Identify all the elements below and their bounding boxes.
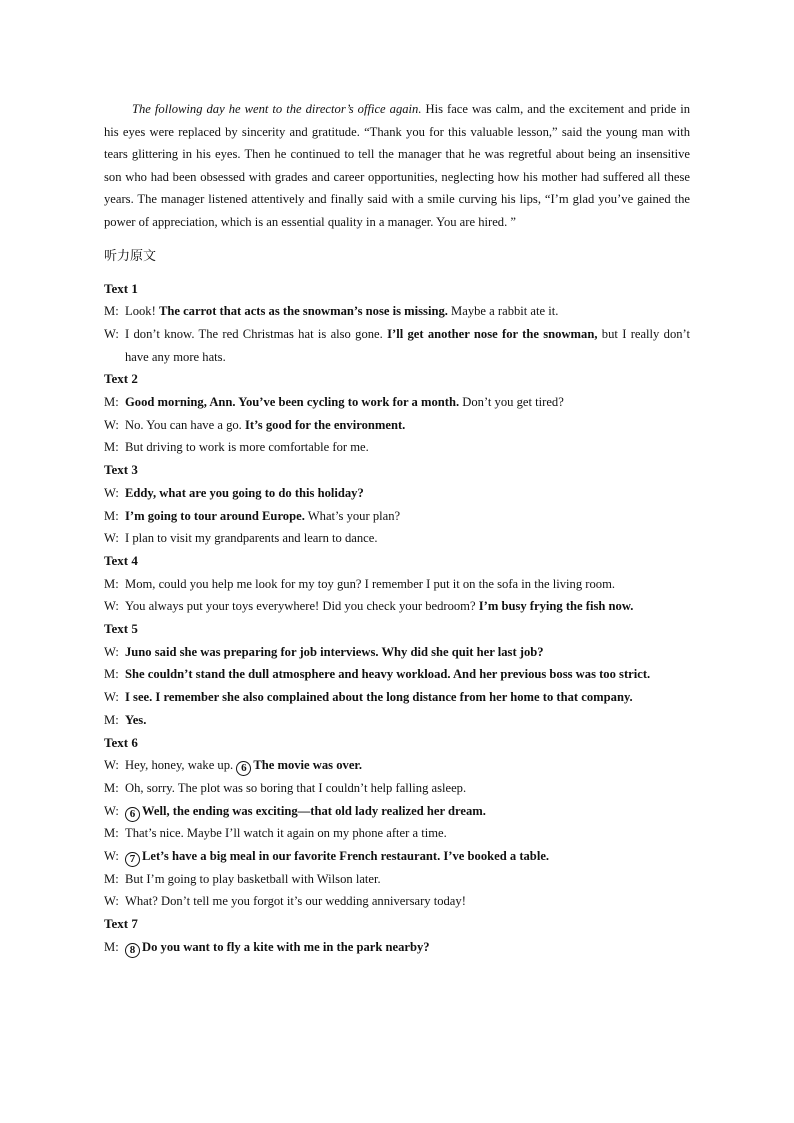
dialogue-line [104,936,690,959]
text-heading: Text 4 [104,552,138,568]
speaker-label: M: [104,939,119,954]
text-heading: Text 5 [104,621,138,637]
dialogue-line [104,595,690,618]
line-text: Mom, could you help me look for my toy gun? I remember I put it on the sofa in the living room. [125,576,616,591]
line-text: I don’t know. The red Christmas hat is also gone. [125,326,388,341]
speaker-label: W: [104,690,119,705]
dialogue-line [104,505,690,528]
line-text: Don’t you get tired? [459,395,564,410]
text-heading: Text 6 [104,734,138,750]
dialogue-line [104,777,690,800]
dialogue-line [104,890,690,913]
dialogue-line [104,845,690,868]
document-page [104,98,690,959]
line-text: Maybe a rabbit ate it. [447,304,559,319]
dialogue-line [104,754,690,777]
bold-text: Yes. [125,712,147,727]
line-text: But I’m going to play basketball with Wilson later. [125,871,381,886]
transcript [104,278,690,959]
speaker-label: M: [104,826,119,841]
line-text: Oh, sorry. The plot was so boring that I couldn’t help falling asleep. [125,780,467,795]
bold-text: I’m going to tour around Europe. [125,508,305,523]
bold-text: Well, the ending was exciting—that old lady realized her dream. [142,803,486,818]
line-text: What? Don’t tell me you forgot it’s our wedding anniversary today! [125,894,466,909]
bold-text: The carrot that acts as the snowman’s nose is missing. [158,304,448,319]
circled-number: 7 [125,852,140,867]
bold-text: I’m busy frying the fish now. [478,599,634,614]
section-title: 听力原文 [104,248,157,264]
dialogue-line [104,323,690,368]
line-text: What’s your plan? [304,508,401,523]
speaker-label: W: [104,531,119,546]
dialogue-line [104,800,690,823]
speaker-label: M: [104,712,119,727]
story-italic-lead: The following day he went to the director’s office again. [132,102,422,116]
speaker-label: W: [104,803,119,818]
speaker-label: M: [104,871,119,886]
bold-text: Good morning, Ann. You’ve been cycling to work for a month. [125,395,460,410]
speaker-label: W: [104,599,119,614]
speaker-label: W: [104,758,119,773]
speaker-label: W: [104,326,119,341]
speaker-label: M: [104,395,119,410]
dialogue-line [104,436,690,459]
dialogue-line [104,300,690,323]
line-text: But driving to work is more comfortable for me. [125,440,369,455]
text-heading: Text 2 [104,371,138,387]
story-text: His face was calm, and the excitement and pride in his eyes were replaced by sincerity and gratitude. “Thank you for this valuable lesson,” said the young man with tears glittering in his eyes. Then he continued to tell the manager that he was regretful about being an insensitive son who had been obsessed with grades and career opportunities, neglecting how his mother had suffered all these years. The manager listened attentively and finally said with a smile curving his lips, “I’m glad you’ve gained the power of appreciation, which is an essential quality in a manager. You are hired. ” [104,102,690,229]
line-text: Hey, honey, wake up. [125,758,237,773]
story-paragraph [104,98,690,234]
dialogue-line [104,822,690,845]
bold-text: Eddy, what are you going to do this holiday? [125,485,364,500]
speaker-label: W: [104,894,119,909]
speaker-label: W: [104,644,119,659]
speaker-label: M: [104,576,119,591]
circled-number: 8 [125,943,140,958]
dialogue-line [104,709,690,732]
circled-number: 6 [125,807,140,822]
bold-text: She couldn’t stand the dull atmosphere and heavy workload. And her previous boss was too strict. [125,667,651,682]
dialogue-line [104,573,690,596]
dialogue-line [104,482,690,505]
speaker-label: W: [104,849,119,864]
bold-text: Juno said she was preparing for job interviews. Why did she quit her last job? [125,644,544,659]
speaker-label: M: [104,508,119,523]
text-heading: Text 3 [104,462,138,478]
speaker-label: M: [104,304,119,319]
dialogue-line [104,391,690,414]
dialogue-line [104,868,690,891]
circled-number: 6 [236,761,251,776]
bold-text: Do you want to fly a kite with me in the park nearby? [142,939,430,954]
text-heading: Text 7 [104,916,138,932]
bold-text: I’ll get another nose for the snowman, [387,326,598,341]
line-text: You always put your toys everywhere! Did you check your bedroom? [125,599,479,614]
bold-text: Let’s have a big meal in our favorite French restaurant. I’ve booked a table. [142,849,550,864]
dialogue-line [104,527,690,550]
bold-text: It’s good for the environment. [244,417,406,432]
speaker-label: W: [104,485,119,500]
line-text: but I really don’t have any more hats. [125,326,691,364]
bold-text: The movie was over. [253,758,362,773]
speaker-label: M: [104,667,119,682]
line-text: I plan to visit my grandparents and learn to dance. [125,531,378,546]
dialogue-line [104,686,690,709]
dialogue-line [104,641,690,664]
speaker-label: M: [104,780,119,795]
speaker-label: W: [104,417,119,432]
line-text: No. You can have a go. [125,417,245,432]
line-text: Look! [125,304,159,319]
dialogue-line [104,414,690,437]
text-heading: Text 1 [104,280,138,296]
speaker-label: M: [104,440,119,455]
bold-text: I see. I remember she also complained about the long distance from her home to that company. [125,690,633,705]
line-text: That’s nice. Maybe I’ll watch it again on my phone after a time. [125,826,447,841]
dialogue-line [104,663,690,686]
